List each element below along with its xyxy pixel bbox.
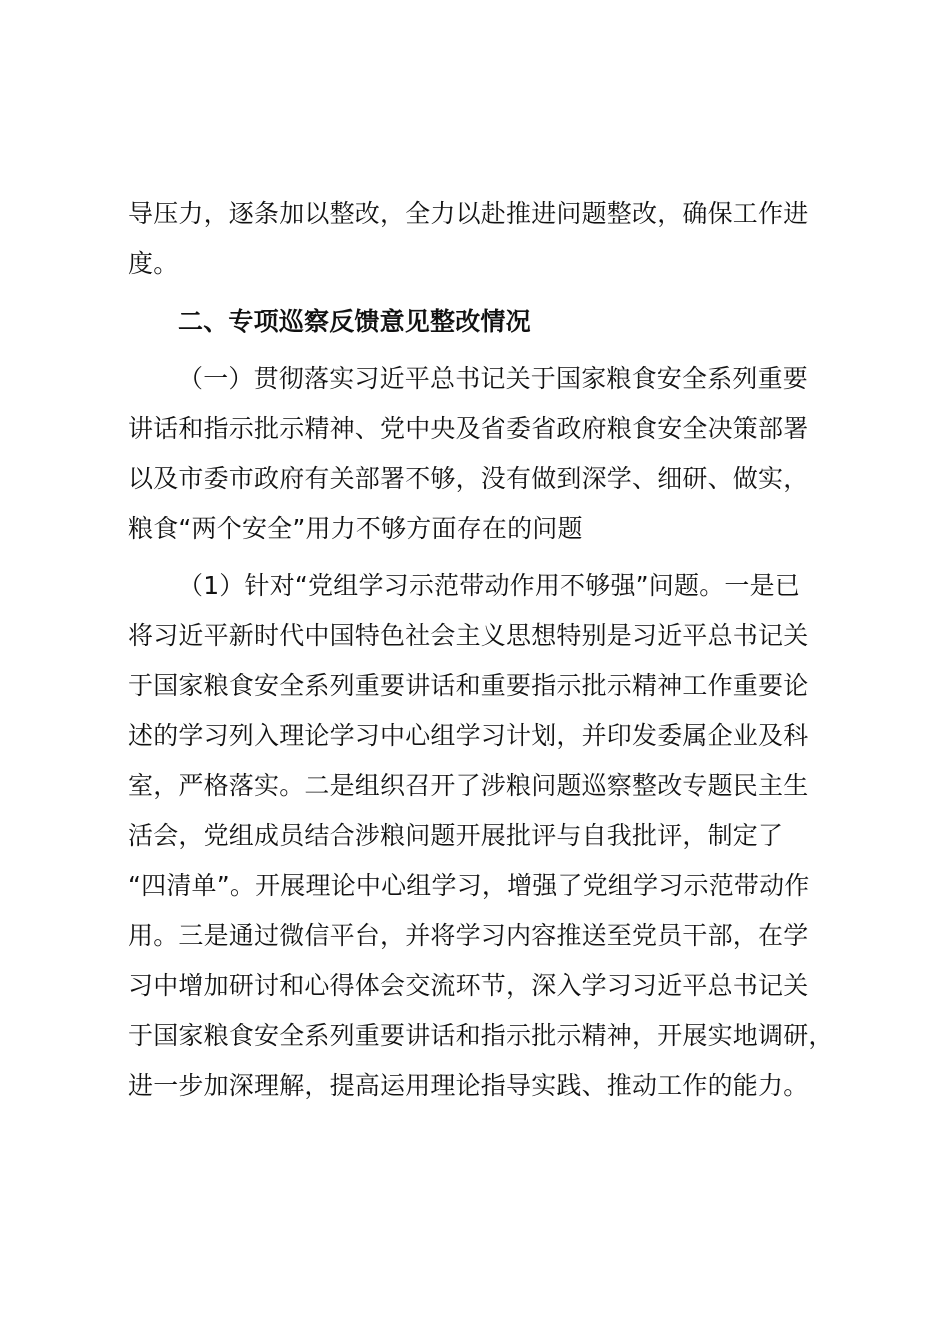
paragraph-line: 度。 — [128, 249, 179, 278]
paragraph-line: 导压力，逐条加以整改，全力以赴推进问题整改，确保工作进 — [128, 199, 809, 228]
section-heading: 二、专项巡察反馈意见整改情况 — [178, 307, 531, 336]
subheading-line: 以及市委市政府有关部署不够，没有做到深学、细研、做实， — [128, 464, 809, 493]
body-line: （1）针对“党组学习示范带动作用不够强”问题。一是已 — [178, 571, 801, 600]
body-line: 习中增加研讨和心得体会交流环节，深入学习习近平总书记关 — [128, 971, 809, 1000]
body-line: 于国家粮食安全系列重要讲话和指示批示精神，开展实地调研， — [128, 1021, 834, 1050]
body-line: 活会，党组成员结合涉粮问题开展批评与自我批评，制定了 — [128, 821, 784, 850]
body-line: 于国家粮食安全系列重要讲话和重要指示批示精神工作重要论 — [128, 671, 809, 700]
body-line: 室，严格落实。二是组织召开了涉粮问题巡察整改专题民主生 — [128, 771, 809, 800]
subheading-line: 粮食“两个安全”用力不够方面存在的问题 — [128, 514, 583, 543]
body-line: “四清单”。开展理论中心组学习，增强了党组学习示范带动作 — [128, 871, 810, 900]
body-line: 述的学习列入理论学习中心组学习计划，并印发委属企业及科 — [128, 721, 809, 750]
body-line: 用。三是通过微信平台，并将学习内容推送至党员干部，在学 — [128, 921, 809, 950]
subheading-line: 讲话和指示批示精神、党中央及省委省政府粮食安全决策部署 — [128, 414, 809, 443]
body-line: 进一步加深理解，提高运用理论指导实践、推动工作的能力。 — [128, 1071, 809, 1100]
body-line: 将习近平新时代中国特色社会主义思想特别是习近平总书记关 — [128, 621, 809, 650]
subheading-line: （一）贯彻落实习近平总书记关于国家粮食安全系列重要 — [178, 364, 809, 393]
